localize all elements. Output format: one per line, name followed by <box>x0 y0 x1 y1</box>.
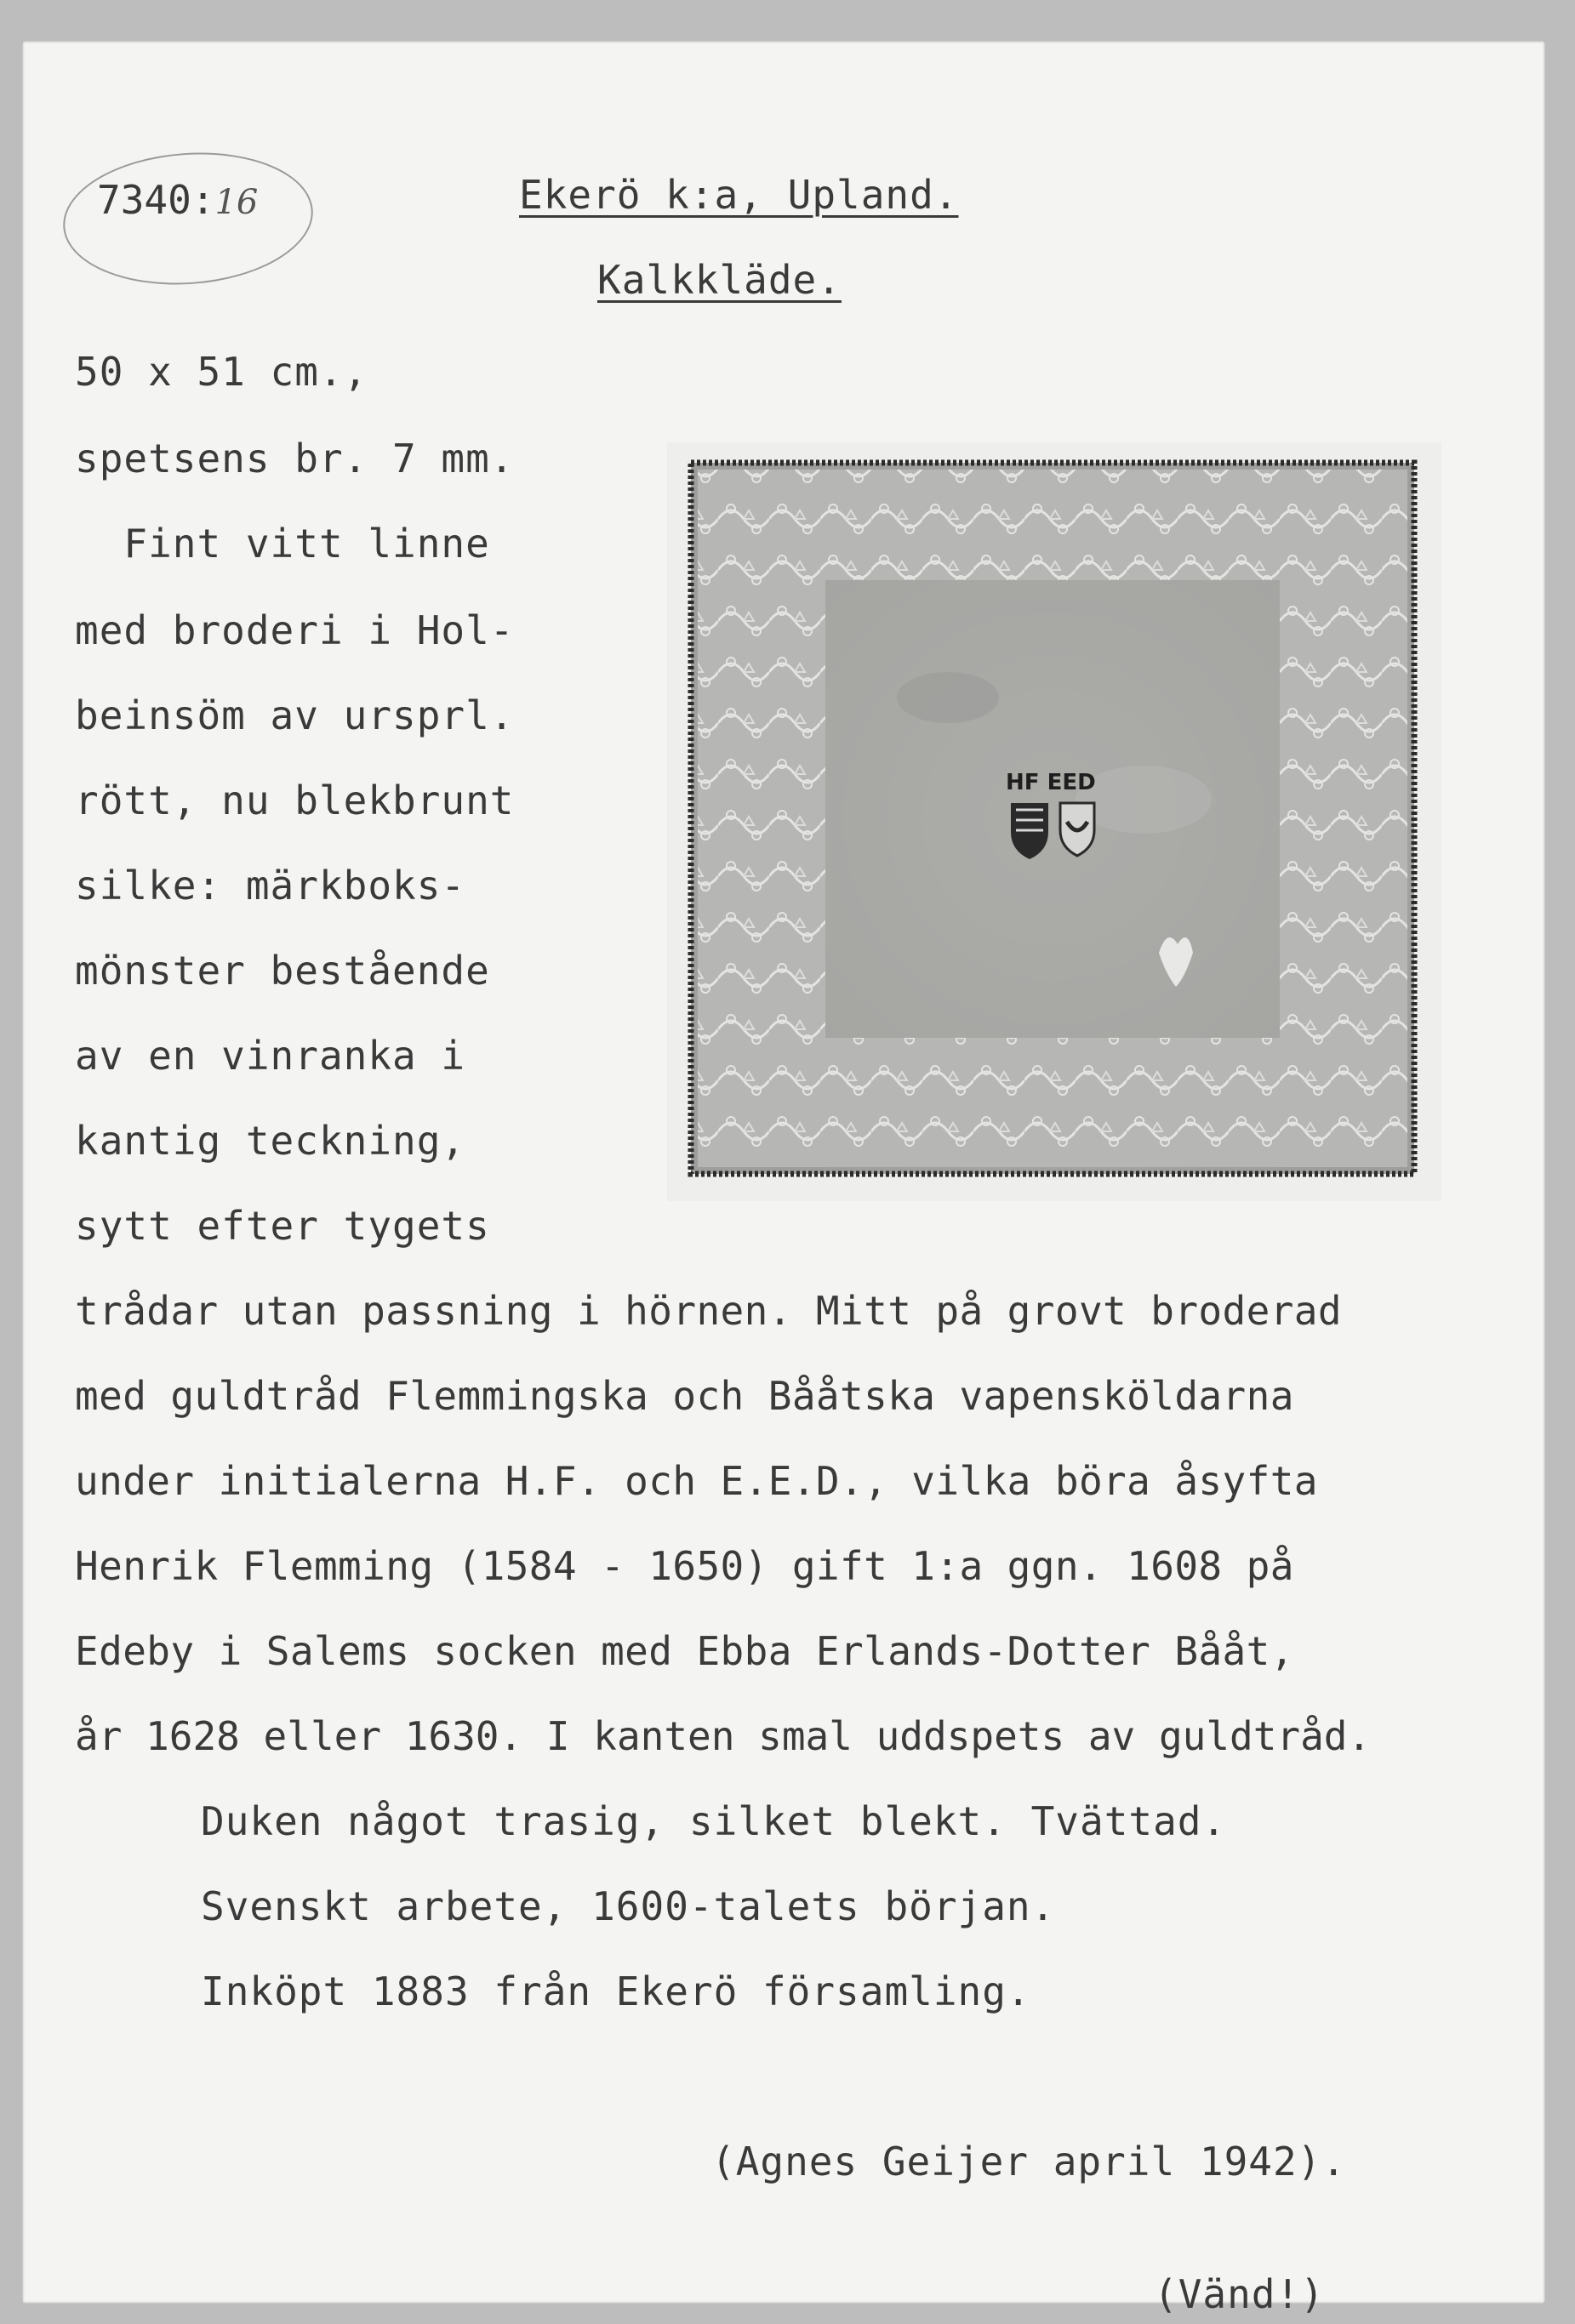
inventory-number-text: 7340: <box>97 177 215 223</box>
inventory-suffix: 16 <box>214 183 259 222</box>
description-line: Henrik Flemming (1584 - 1650) gift 1:a ggn. 1608 på <box>75 1543 1294 1589</box>
description-line: trådar utan passning i hörnen. Mitt på grovt broderad <box>75 1288 1342 1334</box>
textile-photograph <box>667 442 1441 1201</box>
description-line: med broderi i Hol- <box>75 607 515 653</box>
lace-width-line: spetsens br. 7 mm. <box>75 436 515 481</box>
catalog-card <box>22 41 1545 2317</box>
inventory-number <box>97 177 258 223</box>
author-signature: (Agnes Geijer april 1942). <box>711 2139 1347 2184</box>
description-line: Edeby i Salems socken med Ebba Erlands-Dotter Bååt, <box>75 1628 1294 1674</box>
origin-line: Svenskt arbete, 1600-talets början. <box>201 1883 1056 1929</box>
turn-over-note: (Vänd!) <box>1154 2271 1325 2317</box>
description-line: silke: märkboks- <box>75 863 466 909</box>
description-line: av en vinranka i <box>75 1033 466 1079</box>
description-line: under initialerna H.F. och E.E.D., vilka böra åsyfta <box>75 1458 1318 1504</box>
object-title: Kalkkläde. <box>597 257 842 303</box>
description-line: kantig teckning, <box>75 1118 466 1164</box>
condition-line: Duken något trasig, silket blekt. Tvättad. <box>201 1798 1227 1844</box>
description-line: sytt efter tygets <box>75 1203 490 1249</box>
embroidered-initials: HF EED <box>1006 770 1096 795</box>
description-line: år 1628 eller 1630. I kanten smal uddspets av guldtråd. <box>75 1713 1372 1759</box>
location-heading: Ekerö k:a, Upland. <box>519 172 959 218</box>
description-line: rött, nu blekbrunt <box>75 778 515 823</box>
dimensions-line: 50 x 51 cm., <box>75 349 368 395</box>
description-line: Fint vitt linne <box>75 521 490 567</box>
description-line: mönster bestående <box>75 948 490 994</box>
kalkklade-image <box>667 442 1441 1201</box>
acquisition-line: Inköpt 1883 från Ekerö församling. <box>201 1968 1031 2014</box>
description-line: med guldtråd Flemmingska och Bååtska vapensköldarna <box>75 1373 1294 1419</box>
description-line: beinsöm av ursprl. <box>75 692 515 738</box>
